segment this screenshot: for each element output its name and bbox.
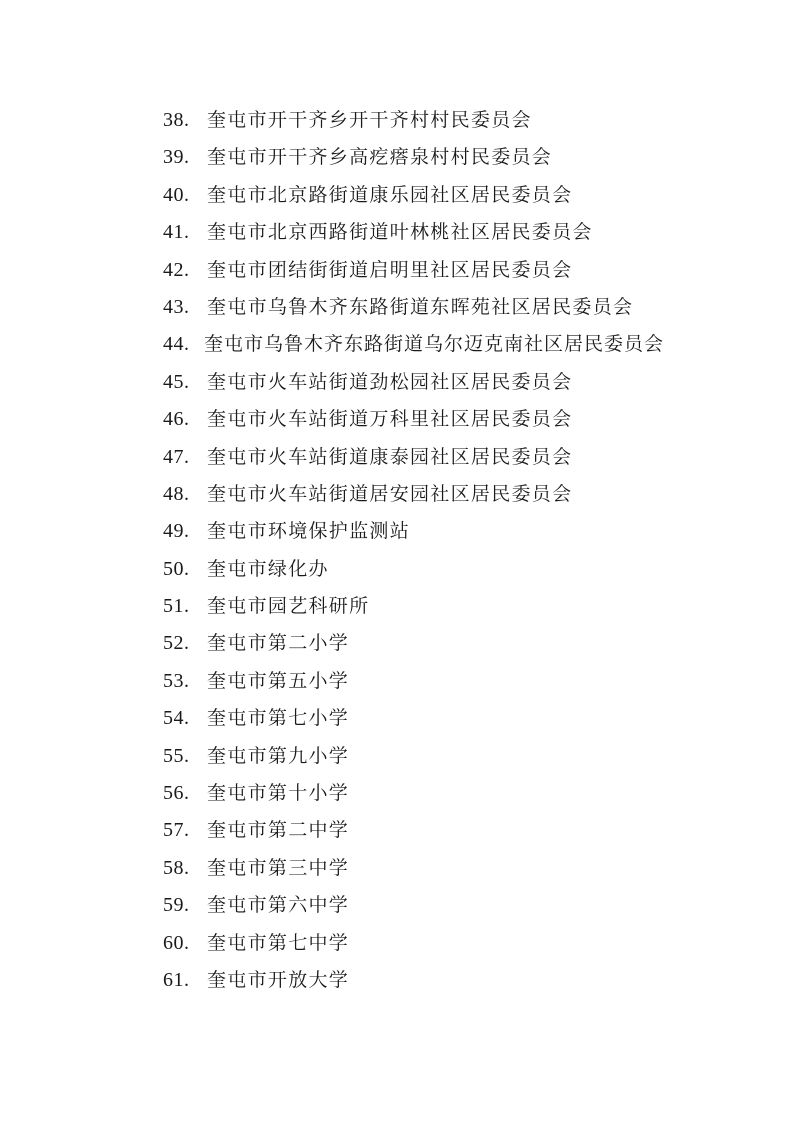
list-item (163, 738, 664, 775)
item-number: 54. (163, 707, 190, 730)
item-number: 40. (163, 183, 190, 206)
item-number: 48. (163, 482, 190, 505)
list-item (163, 364, 664, 401)
item-text: 奎屯市火车站街道居安园社区居民委员会 (207, 482, 573, 505)
item-text: 奎屯市火车站街道康泰园社区居民委员会 (207, 445, 573, 468)
list-item (163, 177, 664, 214)
item-text: 奎屯市第三中学 (207, 856, 350, 879)
list-item (163, 289, 664, 326)
list-item (163, 887, 664, 924)
item-text: 奎屯市北京路街道康乐园社区居民委员会 (207, 183, 573, 206)
item-number: 55. (163, 744, 190, 767)
item-text: 奎屯市环境保护监测站 (207, 520, 411, 543)
item-number: 43. (163, 295, 190, 318)
item-text: 奎屯市第五小学 (207, 669, 350, 692)
list-item (163, 925, 664, 962)
list-item (163, 102, 664, 139)
item-text: 奎屯市第七中学 (207, 931, 350, 954)
item-text: 奎屯市第九小学 (207, 744, 350, 767)
item-text: 奎屯市乌鲁木齐东路街道东晖苑社区居民委员会 (207, 295, 634, 318)
list-item (163, 962, 664, 999)
item-text: 奎屯市第二小学 (207, 632, 350, 655)
item-text: 奎屯市开干齐乡高疙瘩泉村村民委员会 (207, 146, 553, 169)
item-number: 45. (163, 370, 190, 393)
item-number: 49. (163, 520, 190, 543)
item-number: 42. (163, 258, 190, 281)
item-text: 奎屯市团结街街道启明里社区居民委员会 (207, 258, 573, 281)
list-item (163, 326, 664, 363)
item-number: 61. (163, 968, 190, 991)
item-number: 47. (163, 445, 190, 468)
item-number: 46. (163, 408, 190, 431)
list-item (163, 252, 664, 289)
list-item (163, 513, 664, 550)
list-item (163, 551, 664, 588)
item-number: 59. (163, 894, 190, 917)
item-number: 60. (163, 931, 190, 954)
item-number: 41. (163, 221, 190, 244)
item-text: 奎屯市开放大学 (207, 968, 350, 991)
list-item (163, 401, 664, 438)
item-number: 56. (163, 782, 190, 805)
item-text: 奎屯市北京西路街道叶林桃社区居民委员会 (207, 221, 593, 244)
list-item (163, 625, 664, 662)
list-item (163, 700, 664, 737)
item-number: 51. (163, 595, 190, 618)
item-text: 奎屯市绿化办 (207, 557, 329, 580)
list-item (163, 439, 664, 476)
item-number: 44. (163, 333, 190, 356)
list-item (163, 663, 664, 700)
item-number: 38. (163, 109, 190, 131)
list-item (163, 812, 664, 849)
organization-list (163, 102, 664, 999)
list-item (163, 850, 664, 887)
item-number: 58. (163, 856, 190, 879)
list-item (163, 476, 664, 513)
item-text: 奎屯市火车站街道劲松园社区居民委员会 (207, 370, 573, 393)
item-number: 52. (163, 632, 190, 655)
item-text: 奎屯市第六中学 (207, 894, 350, 917)
item-number: 57. (163, 819, 190, 842)
list-item (163, 588, 664, 625)
item-text: 奎屯市乌鲁木齐东路街道乌尔迈克南社区居民委员会 (204, 333, 665, 356)
list-item (163, 214, 664, 251)
item-number: 53. (163, 669, 190, 692)
list-item (163, 139, 664, 176)
item-text: 奎屯市第二中学 (207, 819, 350, 842)
item-text: 奎屯市第七小学 (207, 707, 350, 730)
list-item (163, 775, 664, 812)
item-text: 奎屯市开干齐乡开干齐村村民委员会 (207, 109, 532, 131)
item-text: 奎屯市第十小学 (207, 782, 350, 805)
item-text: 奎屯市火车站街道万科里社区居民委员会 (207, 408, 573, 431)
item-number: 39. (163, 146, 190, 169)
item-text: 奎屯市园艺科研所 (207, 595, 370, 618)
item-number: 50. (163, 557, 190, 580)
